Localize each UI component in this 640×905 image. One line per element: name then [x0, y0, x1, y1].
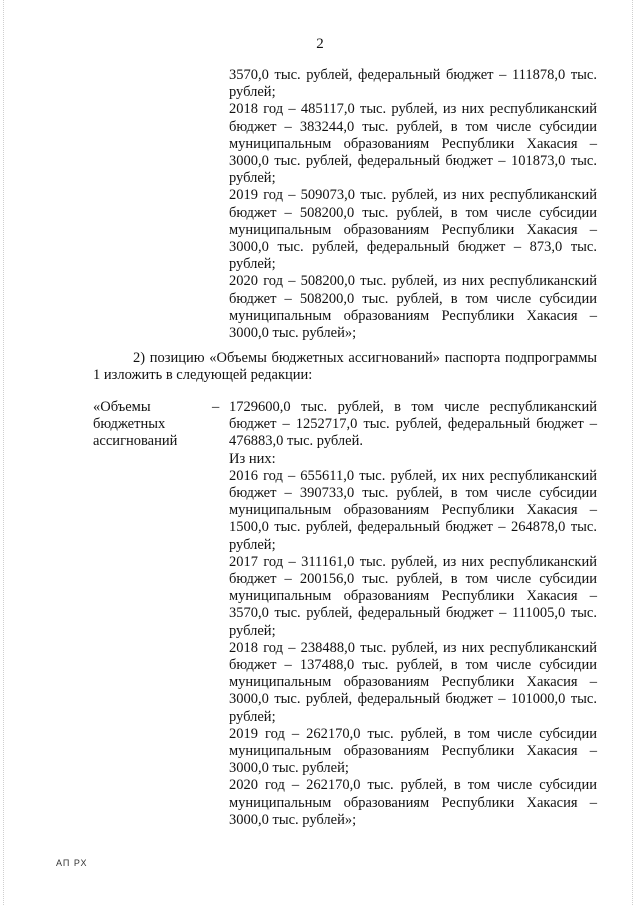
footer-mark: АП РХ	[56, 858, 88, 868]
position-content	[229, 399, 597, 829]
page-number: 2	[316, 36, 324, 52]
position-year-2017: 2017 год – 311161,0 тыс. рублей, из них республиканский бюджет – 200156,0 тыс. рублей, в том числе субсидии муниципальным образованиям Республики Хакасия – 3570,0 тыс. рублей, федеральный бюджет – 111005,0 тыс. рублей;	[229, 553, 597, 639]
position-year-2016: 2016 год – 655611,0 тыс. рублей, их них республиканский бюджет – 390733,0 тыс. рублей, в том числе субсидии муниципальным образованиям Республики Хакасия – 1500,0 тыс. рублей, федеральный бюджет – 264878,0 тыс. рублей;	[229, 467, 597, 553]
continuation-line-2019: 2019 год – 509073,0 тыс. рублей, из них республиканский бюджет – 508200,0 тыс. рублей, в том числе субсидии муниципальным образованиям Республики Хакасия – 3000,0 тыс. рублей, федеральный бюджет – 873,0 тыс. рублей;	[229, 187, 597, 273]
position-label: «Объемы бюджетных ассигнований	[93, 399, 178, 450]
position-total: 1729600,0 тыс. рублей, в том числе республиканский бюджет – 1252717,0 тыс. рублей, федеральный бюджет – 476883,0 тыс. рублей.	[229, 399, 597, 450]
item-2-paragraph: 2) позицию «Объемы бюджетных ассигнований» паспорта подпрограммы 1 изложить в следующей редакции:	[93, 350, 597, 384]
position-year-2018: 2018 год – 238488,0 тыс. рублей, из них республиканский бюджет – 137488,0 тыс. рублей, в том числе субсидии муниципальным образованиям Республики Хакасия – 3000,0 тыс. рублей, федеральный бюджет – 101000,0 тыс. рублей;	[229, 639, 597, 725]
position-year-2020: 2020 год – 262170,0 тыс. рублей, в том числе субсидии муниципальным образованиям Республики Хакасия – 3000,0 тыс. рублей»;	[229, 777, 597, 828]
scan-edge-left	[3, 0, 4, 905]
continuation-block	[229, 67, 597, 342]
continuation-line-2020: 2020 год – 508200,0 тыс. рублей, из них республиканский бюджет – 508200,0 тыс. рублей, в том числе субсидии муниципальным образованиям Республики Хакасия – 3000,0 тыс. рублей»;	[229, 273, 597, 342]
continuation-line-2018: 2018 год – 485117,0 тыс. рублей, из них республиканский бюджет – 383244,0 тыс. рублей, в том числе субсидии муниципальным образованиям Республики Хакасия – 3000,0 тыс. рублей, федеральный бюджет – 101873,0 тыс. рублей;	[229, 101, 597, 187]
position-of-them: Из них:	[229, 450, 276, 467]
continuation-line-2017-tail: 3570,0 тыс. рублей, федеральный бюджет – 111878,0 тыс. рублей;	[229, 67, 597, 101]
position-dash: –	[212, 399, 220, 415]
scan-edge-right	[632, 0, 633, 905]
position-year-2019: 2019 год – 262170,0 тыс. рублей, в том числе субсидии муниципальным образованиям Республики Хакасия – 3000,0 тыс. рублей;	[229, 725, 597, 777]
